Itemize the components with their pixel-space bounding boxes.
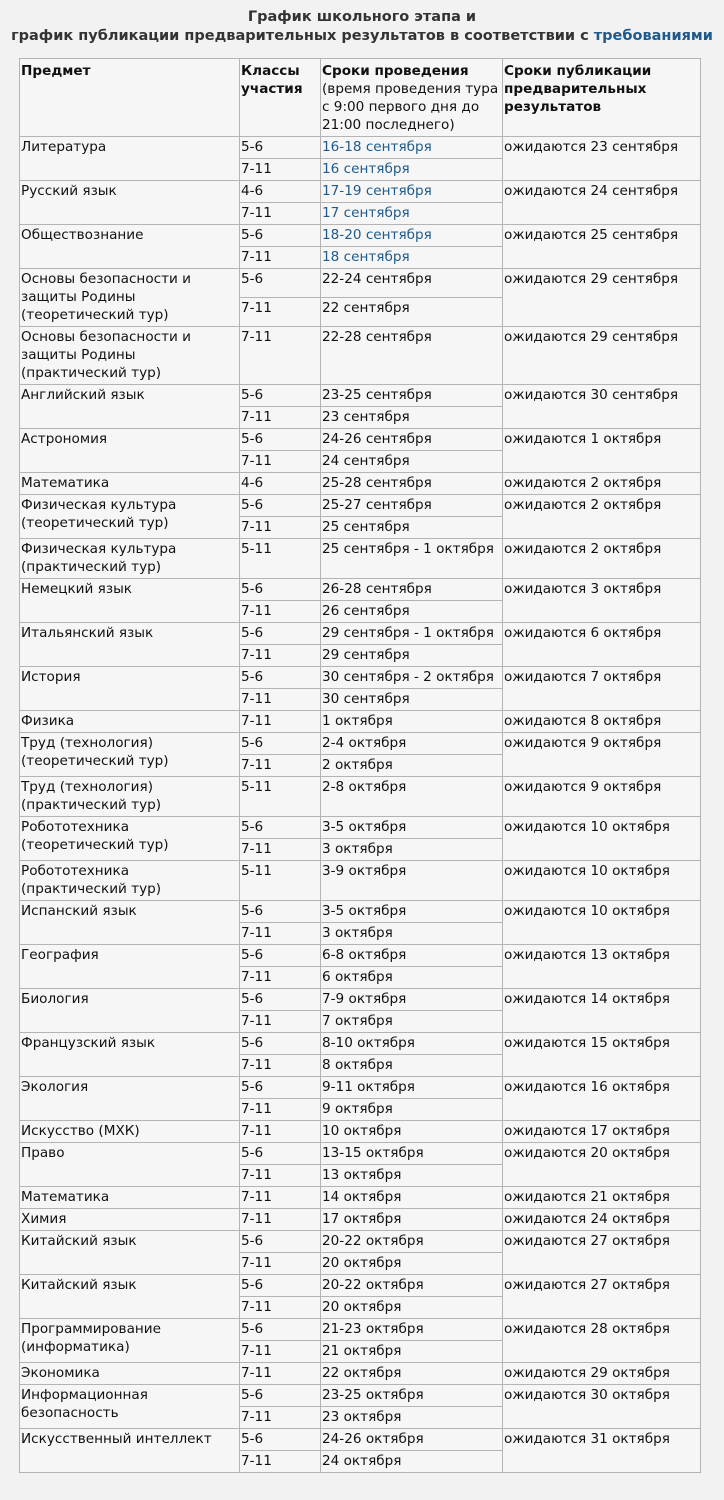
dates-cell: 30 сентября <box>321 689 503 711</box>
classes-cell: 7-11 <box>240 689 321 711</box>
header-classes: Классы участия <box>240 59 321 137</box>
table-row <box>20 1077 701 1099</box>
table-row <box>20 269 701 298</box>
table-row <box>20 667 701 689</box>
classes-cell: 7-11 <box>240 755 321 777</box>
classes-cell: 7-11 <box>240 1011 321 1033</box>
classes-cell: 7-11 <box>240 967 321 989</box>
dates-cell: 25-28 сентября <box>321 473 503 495</box>
title-line-1: График школьного этапа и <box>247 9 477 25</box>
classes-cell: 7-11 <box>240 1187 321 1209</box>
classes-cell: 5-6 <box>240 989 321 1011</box>
classes-cell: 7-11 <box>240 1341 321 1363</box>
dates-cell: 29 сентября <box>321 645 503 667</box>
classes-cell: 7-11 <box>240 1209 321 1231</box>
dates-cell: 7-9 октября <box>321 989 503 1011</box>
table-row <box>20 777 701 817</box>
dates-cell: 26-28 сентября <box>321 579 503 601</box>
classes-cell: 5-6 <box>240 1033 321 1055</box>
dates-cell <box>321 137 503 159</box>
dates-cell: 22 октября <box>321 1363 503 1385</box>
classes-cell: 7-11 <box>240 451 321 473</box>
header-dates-note: (время проведения тура с 9:00 первого дня до 21:00 последнего) <box>322 81 499 133</box>
schedule-table <box>19 58 701 1473</box>
dates-cell: 13-15 октября <box>321 1143 503 1165</box>
classes-cell: 5-6 <box>240 579 321 601</box>
subject-cell: Информационная безопасность <box>20 1385 240 1429</box>
dates-cell: 29 сентября - 1 октября <box>321 623 503 645</box>
table-row <box>20 429 701 451</box>
title-line-2-text: график публикации предварительных результатов в соответствии с <box>11 28 594 44</box>
publication-cell: ожидаются 10 октября <box>503 817 701 861</box>
classes-cell: 7-11 <box>240 1055 321 1077</box>
subject-cell: Литература <box>20 137 240 181</box>
classes-cell: 7-11 <box>240 1297 321 1319</box>
classes-cell: 5-6 <box>240 269 321 298</box>
subject-cell: Итальянский язык <box>20 623 240 667</box>
subject-cell: Экономика <box>20 1363 240 1385</box>
publication-cell: ожидаются 30 сентября <box>503 385 701 429</box>
table-row <box>20 733 701 755</box>
publication-cell: ожидаются 13 октября <box>503 945 701 989</box>
classes-cell: 5-11 <box>240 539 321 579</box>
table-row <box>20 1429 701 1451</box>
table-row <box>20 539 701 579</box>
dates-cell: 3-9 октября <box>321 861 503 901</box>
publication-cell: ожидаются 20 октября <box>503 1143 701 1187</box>
publication-cell: ожидаются 23 сентября <box>503 137 701 181</box>
dates-cell: 1 октября <box>321 711 503 733</box>
table-row <box>20 1121 701 1143</box>
subject-cell: География <box>20 945 240 989</box>
dates-cell: 3-5 октября <box>321 817 503 839</box>
classes-cell: 7-11 <box>240 1165 321 1187</box>
subject-cell: Физическая культура (теоретический тур) <box>20 495 240 539</box>
table-row <box>20 1143 701 1165</box>
dates-cell: 24-26 октября <box>321 1429 503 1451</box>
publication-cell: ожидаются 21 октября <box>503 1187 701 1209</box>
table-row <box>20 579 701 601</box>
classes-cell: 7-11 <box>240 601 321 623</box>
publication-cell: ожидаются 28 октября <box>503 1319 701 1363</box>
publication-cell: ожидаются 25 сентября <box>503 225 701 269</box>
subject-cell: Искусство (МХК) <box>20 1121 240 1143</box>
dates-cell: 2 октября <box>321 755 503 777</box>
publication-cell: ожидаются 14 октября <box>503 989 701 1033</box>
subject-cell: Китайский язык <box>20 1275 240 1319</box>
dates-cell: 8-10 октября <box>321 1033 503 1055</box>
dates-cell: 21-23 октября <box>321 1319 503 1341</box>
classes-cell: 5-6 <box>240 817 321 839</box>
subject-cell: Право <box>20 1143 240 1187</box>
subject-cell: Русский язык <box>20 181 240 225</box>
table-row <box>20 623 701 645</box>
classes-cell: 7-11 <box>240 159 321 181</box>
publication-cell: ожидаются 2 октября <box>503 495 701 539</box>
classes-cell: 7-11 <box>240 711 321 733</box>
dates-link[interactable]: 16 сентября <box>322 161 410 177</box>
dates-cell: 23 сентября <box>321 407 503 429</box>
dates-cell: 23-25 октября <box>321 1385 503 1407</box>
header-dates-main: Сроки проведения <box>322 63 469 79</box>
dates-link[interactable]: 16-18 сентября <box>322 139 432 155</box>
dates-cell: 23-25 сентября <box>321 385 503 407</box>
classes-cell: 5-6 <box>240 385 321 407</box>
dates-cell: 3 октября <box>321 839 503 861</box>
subject-cell: Химия <box>20 1209 240 1231</box>
dates-cell <box>321 159 503 181</box>
dates-cell: 26 сентября <box>321 601 503 623</box>
dates-cell: 8 октября <box>321 1055 503 1077</box>
publication-cell: ожидаются 10 октября <box>503 901 701 945</box>
title-line-2 <box>0 27 724 46</box>
classes-cell: 7-11 <box>240 923 321 945</box>
header-subject: Предмет <box>20 59 240 137</box>
table-row <box>20 1363 701 1385</box>
dates-cell: 14 октября <box>321 1187 503 1209</box>
classes-cell: 5-6 <box>240 137 321 159</box>
dates-cell: 13 октября <box>321 1165 503 1187</box>
subject-cell: Французский язык <box>20 1033 240 1077</box>
classes-cell: 7-11 <box>240 1099 321 1121</box>
classes-cell: 7-11 <box>240 1407 321 1429</box>
dates-link[interactable]: 18-20 сентября <box>322 227 432 243</box>
table-row <box>20 495 701 517</box>
subject-cell: Обществознание <box>20 225 240 269</box>
classes-cell: 7-11 <box>240 247 321 269</box>
classes-cell: 5-6 <box>240 495 321 517</box>
classes-cell: 5-6 <box>240 1143 321 1165</box>
classes-cell: 7-11 <box>240 1121 321 1143</box>
dates-cell: 22-28 сентября <box>321 327 503 385</box>
table-row <box>20 861 701 901</box>
publication-cell: ожидаются 16 октября <box>503 1077 701 1121</box>
table-row <box>20 901 701 923</box>
subject-cell: Китайский язык <box>20 1231 240 1275</box>
publication-cell: ожидаются 15 октября <box>503 1033 701 1077</box>
dates-cell: 3-5 октября <box>321 901 503 923</box>
classes-cell: 4-6 <box>240 181 321 203</box>
dates-cell: 9 октября <box>321 1099 503 1121</box>
table-header-row <box>20 59 701 137</box>
publication-cell: ожидаются 1 октября <box>503 429 701 473</box>
classes-cell: 5-11 <box>240 861 321 901</box>
classes-cell: 5-6 <box>240 225 321 247</box>
dates-cell: 2-8 октября <box>321 777 503 817</box>
table-row <box>20 385 701 407</box>
publication-cell: ожидаются 8 октября <box>503 711 701 733</box>
table-row <box>20 181 701 203</box>
subject-cell: Немецкий язык <box>20 579 240 623</box>
publication-cell: ожидаются 30 октября <box>503 1385 701 1429</box>
classes-cell: 5-6 <box>240 1385 321 1407</box>
publication-cell: ожидаются 17 октября <box>503 1121 701 1143</box>
dates-link[interactable]: 18 сентября <box>322 249 410 265</box>
classes-cell: 5-6 <box>240 429 321 451</box>
classes-cell: 7-11 <box>240 1253 321 1275</box>
classes-cell: 5-6 <box>240 1231 321 1253</box>
publication-cell: ожидаются 3 октября <box>503 579 701 623</box>
subject-cell: Физическая культура (практический тур) <box>20 539 240 579</box>
requirements-link[interactable]: требованиями <box>593 28 713 44</box>
publication-cell: ожидаются 9 октября <box>503 733 701 777</box>
table-row <box>20 945 701 967</box>
publication-cell: ожидаются 27 октября <box>503 1231 701 1275</box>
table-row <box>20 1209 701 1231</box>
publication-cell: ожидаются 29 октября <box>503 1363 701 1385</box>
table-row <box>20 327 701 385</box>
publication-cell: ожидаются 31 октября <box>503 1429 701 1473</box>
dates-cell: 21 октября <box>321 1341 503 1363</box>
subject-cell: Искусственный интеллект <box>20 1429 240 1473</box>
dates-cell: 22-24 сентября <box>321 269 503 298</box>
subject-cell: Робототехника (практический тур) <box>20 861 240 901</box>
subject-cell: Биология <box>20 989 240 1033</box>
dates-cell <box>321 247 503 269</box>
classes-cell: 7-11 <box>240 407 321 429</box>
table-row <box>20 225 701 247</box>
dates-cell: 10 октября <box>321 1121 503 1143</box>
subject-cell: Экология <box>20 1077 240 1121</box>
classes-cell: 5-6 <box>240 1077 321 1099</box>
classes-cell: 5-6 <box>240 1319 321 1341</box>
dates-cell: 6 октября <box>321 967 503 989</box>
header-dates <box>321 59 503 137</box>
publication-cell: ожидаются 24 октября <box>503 1209 701 1231</box>
dates-cell: 20-22 октября <box>321 1275 503 1297</box>
dates-cell: 17 октября <box>321 1209 503 1231</box>
dates-link[interactable]: 17 сентября <box>322 205 410 221</box>
table-row <box>20 137 701 159</box>
table-row <box>20 817 701 839</box>
classes-cell: 5-6 <box>240 1275 321 1297</box>
table-row <box>20 711 701 733</box>
dates-cell: 2-4 октября <box>321 733 503 755</box>
publication-cell: ожидаются 10 октября <box>503 861 701 901</box>
dates-cell <box>321 181 503 203</box>
subject-cell: Математика <box>20 473 240 495</box>
dates-cell: 22 сентября <box>321 298 503 327</box>
table-row <box>20 989 701 1011</box>
subject-cell: Физика <box>20 711 240 733</box>
classes-cell: 7-11 <box>240 517 321 539</box>
dates-cell: 20-22 октября <box>321 1231 503 1253</box>
classes-cell: 7-11 <box>240 327 321 385</box>
subject-cell: Математика <box>20 1187 240 1209</box>
classes-cell: 5-6 <box>240 1429 321 1451</box>
classes-cell: 4-6 <box>240 473 321 495</box>
table-row <box>20 1385 701 1407</box>
dates-cell: 9-11 октября <box>321 1077 503 1099</box>
publication-cell: ожидаются 7 октября <box>503 667 701 711</box>
classes-cell: 7-11 <box>240 645 321 667</box>
header-publication: Сроки публикации предварительных результатов <box>503 59 701 137</box>
table-row <box>20 1231 701 1253</box>
dates-cell: 30 сентября - 2 октября <box>321 667 503 689</box>
dates-cell: 7 октября <box>321 1011 503 1033</box>
classes-cell: 5-6 <box>240 733 321 755</box>
classes-cell: 7-11 <box>240 203 321 225</box>
publication-cell: ожидаются 2 октября <box>503 539 701 579</box>
classes-cell: 7-11 <box>240 1451 321 1473</box>
classes-cell: 5-6 <box>240 901 321 923</box>
classes-cell: 5-11 <box>240 777 321 817</box>
dates-cell: 20 октября <box>321 1297 503 1319</box>
table-row <box>20 1033 701 1055</box>
dates-cell: 3 октября <box>321 923 503 945</box>
dates-cell: 25 сентября - 1 октября <box>321 539 503 579</box>
subject-cell: Робототехника (теоретический тур) <box>20 817 240 861</box>
publication-cell: ожидаются 9 октября <box>503 777 701 817</box>
subject-cell: Испанский язык <box>20 901 240 945</box>
subject-cell: Труд (технология) (теоретический тур) <box>20 733 240 777</box>
subject-cell: Труд (технология) (практический тур) <box>20 777 240 817</box>
table-row <box>20 1275 701 1297</box>
publication-cell: ожидаются 29 сентября <box>503 327 701 385</box>
classes-cell: 5-6 <box>240 623 321 645</box>
subject-cell: Английский язык <box>20 385 240 429</box>
subject-cell: Программирование (информатика) <box>20 1319 240 1363</box>
classes-cell: 7-11 <box>240 298 321 327</box>
classes-cell: 5-6 <box>240 945 321 967</box>
classes-cell: 7-11 <box>240 839 321 861</box>
subject-cell: Основы безопасности и защиты Родины (теоретический тур) <box>20 269 240 327</box>
publication-cell: ожидаются 29 сентября <box>503 269 701 327</box>
dates-cell: 23 октября <box>321 1407 503 1429</box>
publication-cell: ожидаются 27 октября <box>503 1275 701 1319</box>
dates-cell: 20 октября <box>321 1253 503 1275</box>
dates-cell: 24-26 сентября <box>321 429 503 451</box>
subject-cell: Астрономия <box>20 429 240 473</box>
classes-cell: 5-6 <box>240 667 321 689</box>
dates-cell <box>321 225 503 247</box>
publication-cell: ожидаются 2 октября <box>503 473 701 495</box>
table-body <box>20 137 701 1473</box>
dates-cell: 25-27 сентября <box>321 495 503 517</box>
table-row <box>20 473 701 495</box>
subject-cell: Основы безопасности и защиты Родины (практический тур) <box>20 327 240 385</box>
publication-cell: ожидаются 6 октября <box>503 623 701 667</box>
dates-cell: 24 октября <box>321 1451 503 1473</box>
dates-cell <box>321 203 503 225</box>
table-row <box>20 1187 701 1209</box>
dates-cell: 25 сентября <box>321 517 503 539</box>
subject-cell: История <box>20 667 240 711</box>
classes-cell: 7-11 <box>240 1363 321 1385</box>
dates-cell: 6-8 октября <box>321 945 503 967</box>
page-title <box>0 0 724 46</box>
dates-link[interactable]: 17-19 сентября <box>322 183 432 199</box>
table-row <box>20 1319 701 1341</box>
publication-cell: ожидаются 24 сентября <box>503 181 701 225</box>
dates-cell: 24 сентября <box>321 451 503 473</box>
